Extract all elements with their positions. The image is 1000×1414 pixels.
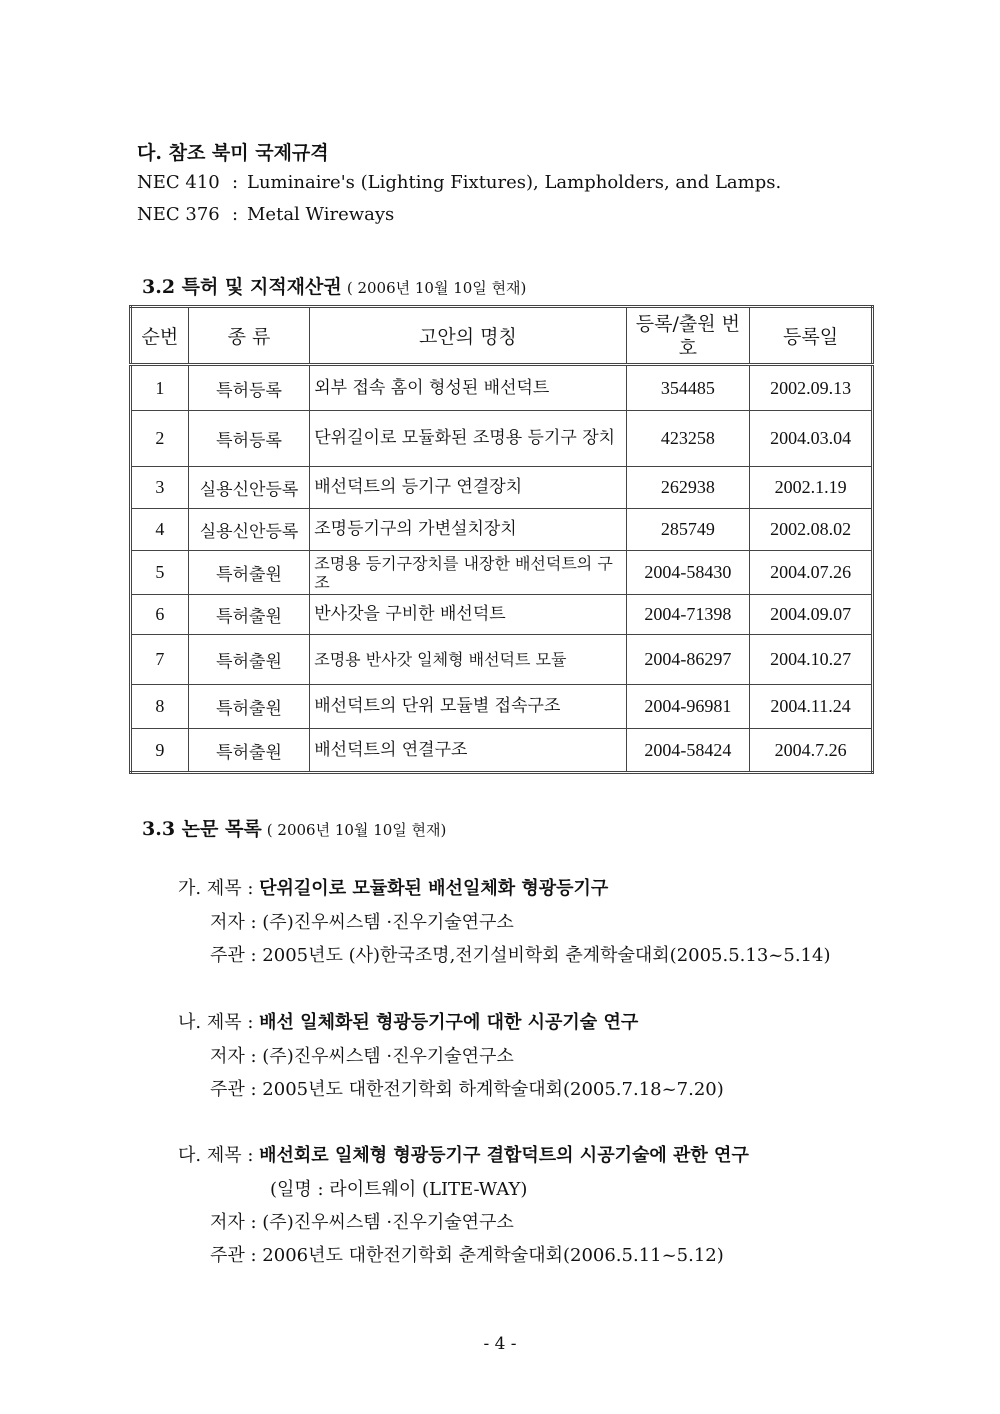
intl-standard-item — [137, 204, 395, 225]
paper-author: 저자 : (주)진우씨스템 ·진우기술연구소 — [210, 912, 514, 933]
cell-no: 9 — [131, 729, 189, 773]
table-header-row — [131, 307, 873, 365]
cell-number: 2004-58424 — [626, 729, 750, 773]
cell-name: 조명등기구의 가변설치장치 — [310, 509, 626, 551]
table-row — [131, 467, 873, 509]
cell-number: 423258 — [626, 411, 750, 467]
paper-prefix: 다. 제목 : — [178, 1145, 254, 1166]
cell-date: 2004.10.27 — [750, 635, 873, 685]
col-header-number-label: 등록/출원 번호 — [635, 312, 740, 359]
paper-title-line — [178, 1141, 749, 1167]
cell-no: 8 — [131, 685, 189, 729]
paper-prefix: 나. 제목 : — [178, 1012, 254, 1033]
cell-date: 2002.1.19 — [750, 467, 873, 509]
cell-no: 2 — [131, 411, 189, 467]
cell-date: 2002.09.13 — [750, 365, 873, 411]
cell-type: 실용신안등록 — [188, 467, 309, 509]
cell-no: 6 — [131, 595, 189, 635]
paper-title: 배선 일체화된 형광등기구에 대한 시공기술 연구 — [259, 1012, 639, 1033]
standard-code: NEC 376 — [137, 204, 220, 225]
cell-name: 배선덕트의 등기구 연결장치 — [310, 467, 626, 509]
cell-number: 2004-96981 — [626, 685, 750, 729]
papers-date-note: ( 2006년 10월 10일 현재) — [266, 821, 447, 839]
cell-type: 특허출원 — [188, 729, 309, 773]
patents-date-note: ( 2006년 10월 10일 현재) — [346, 279, 527, 297]
standard-description: Metal Wireways — [247, 204, 395, 225]
cell-name: 외부 접속 홈이 형성된 배선덕트 — [310, 365, 626, 411]
col-header-number — [626, 307, 750, 365]
standard-code: NEC 410 — [137, 172, 220, 193]
cell-date: 2004.7.26 — [750, 729, 873, 773]
page-number: - 4 - — [483, 1334, 517, 1354]
standard-separator: : — [232, 172, 239, 193]
paper-host: 주관 : 2005년도 (사)한국조명,전기설비학회 춘계학술대회(2005.5.13~5.14) — [210, 945, 831, 966]
papers-heading-line — [142, 814, 446, 841]
table-row — [131, 509, 873, 551]
papers-heading: 3.3 논문 목록 — [142, 818, 262, 840]
cell-date: 2004.09.07 — [750, 595, 873, 635]
cell-type: 특허출원 — [188, 595, 309, 635]
col-header-no: 순번 — [131, 307, 189, 365]
paper-author: 저자 : (주)진우씨스템 ·진우기술연구소 — [210, 1046, 514, 1067]
table-row — [131, 411, 873, 467]
cell-name: 조명용 반사갓 일체형 배선덕트 모듈 — [310, 635, 626, 685]
table-row — [131, 635, 873, 685]
cell-type: 특허출원 — [188, 635, 309, 685]
paper-subtitle: (일명 : 라이트웨이 (LITE-WAY) — [270, 1179, 528, 1200]
paper-prefix: 가. 제목 : — [178, 878, 254, 899]
table-row — [131, 551, 873, 595]
col-header-date: 등록일 — [750, 307, 873, 365]
cell-number: 2004-58430 — [626, 551, 750, 595]
cell-name: 반사갓을 구비한 배선덕트 — [310, 595, 626, 635]
col-header-name: 고안의 명칭 — [310, 307, 626, 365]
paper-title: 단위길이로 모듈화된 배선일체화 형광등기구 — [259, 878, 609, 899]
patents-heading-line — [142, 272, 526, 299]
standard-separator: : — [232, 204, 239, 225]
cell-date: 2002.08.02 — [750, 509, 873, 551]
paper-author: 저자 : (주)진우씨스템 ·진우기술연구소 — [210, 1212, 514, 1233]
cell-number: 2004-86297 — [626, 635, 750, 685]
cell-number: 285749 — [626, 509, 750, 551]
table-row — [131, 685, 873, 729]
paper-title-line — [178, 874, 608, 900]
col-header-type: 종 류 — [188, 307, 309, 365]
intl-standard-item — [137, 172, 782, 193]
cell-name: 조명용 등기구장치를 내장한 배선덕트의 구조 — [310, 551, 626, 595]
cell-date: 2004.11.24 — [750, 685, 873, 729]
paper-host: 주관 : 2005년도 대한전기학회 하계학술대회(2005.7.18~7.20) — [210, 1079, 724, 1100]
cell-name: 배선덕트의 연결구조 — [310, 729, 626, 773]
cell-type: 특허등록 — [188, 365, 309, 411]
table-row — [131, 365, 873, 411]
paper-title-line — [178, 1008, 638, 1034]
cell-name: 단위길이로 모듈화된 조명용 등기구 장치 — [310, 411, 626, 467]
cell-type: 특허출원 — [188, 685, 309, 729]
patents-heading: 3.2 특허 및 지적재산권 — [142, 276, 342, 298]
intl-standards-heading: 다. 참조 북미 국제규격 — [137, 142, 329, 164]
table-row — [131, 729, 873, 773]
standard-description: Luminaire's (Lighting Fixtures), Lampholders, and Lamps. — [247, 172, 782, 193]
cell-number: 262938 — [626, 467, 750, 509]
cell-date: 2004.07.26 — [750, 551, 873, 595]
cell-name: 배선덕트의 단위 모듈별 접속구조 — [310, 685, 626, 729]
cell-type: 특허등록 — [188, 411, 309, 467]
cell-no: 3 — [131, 467, 189, 509]
cell-no: 4 — [131, 509, 189, 551]
cell-no: 7 — [131, 635, 189, 685]
paper-title: 배선회로 일체형 형광등기구 결합덕트의 시공기술에 관한 연구 — [259, 1145, 749, 1166]
table-row — [131, 595, 873, 635]
patent-table — [129, 305, 874, 774]
cell-number: 354485 — [626, 365, 750, 411]
cell-type: 특허출원 — [188, 551, 309, 595]
cell-type: 실용신안등록 — [188, 509, 309, 551]
paper-host: 주관 : 2006년도 대한전기학회 춘계학술대회(2006.5.11~5.12) — [210, 1245, 724, 1266]
cell-date: 2004.03.04 — [750, 411, 873, 467]
cell-number: 2004-71398 — [626, 595, 750, 635]
cell-no: 1 — [131, 365, 189, 411]
cell-no: 5 — [131, 551, 189, 595]
